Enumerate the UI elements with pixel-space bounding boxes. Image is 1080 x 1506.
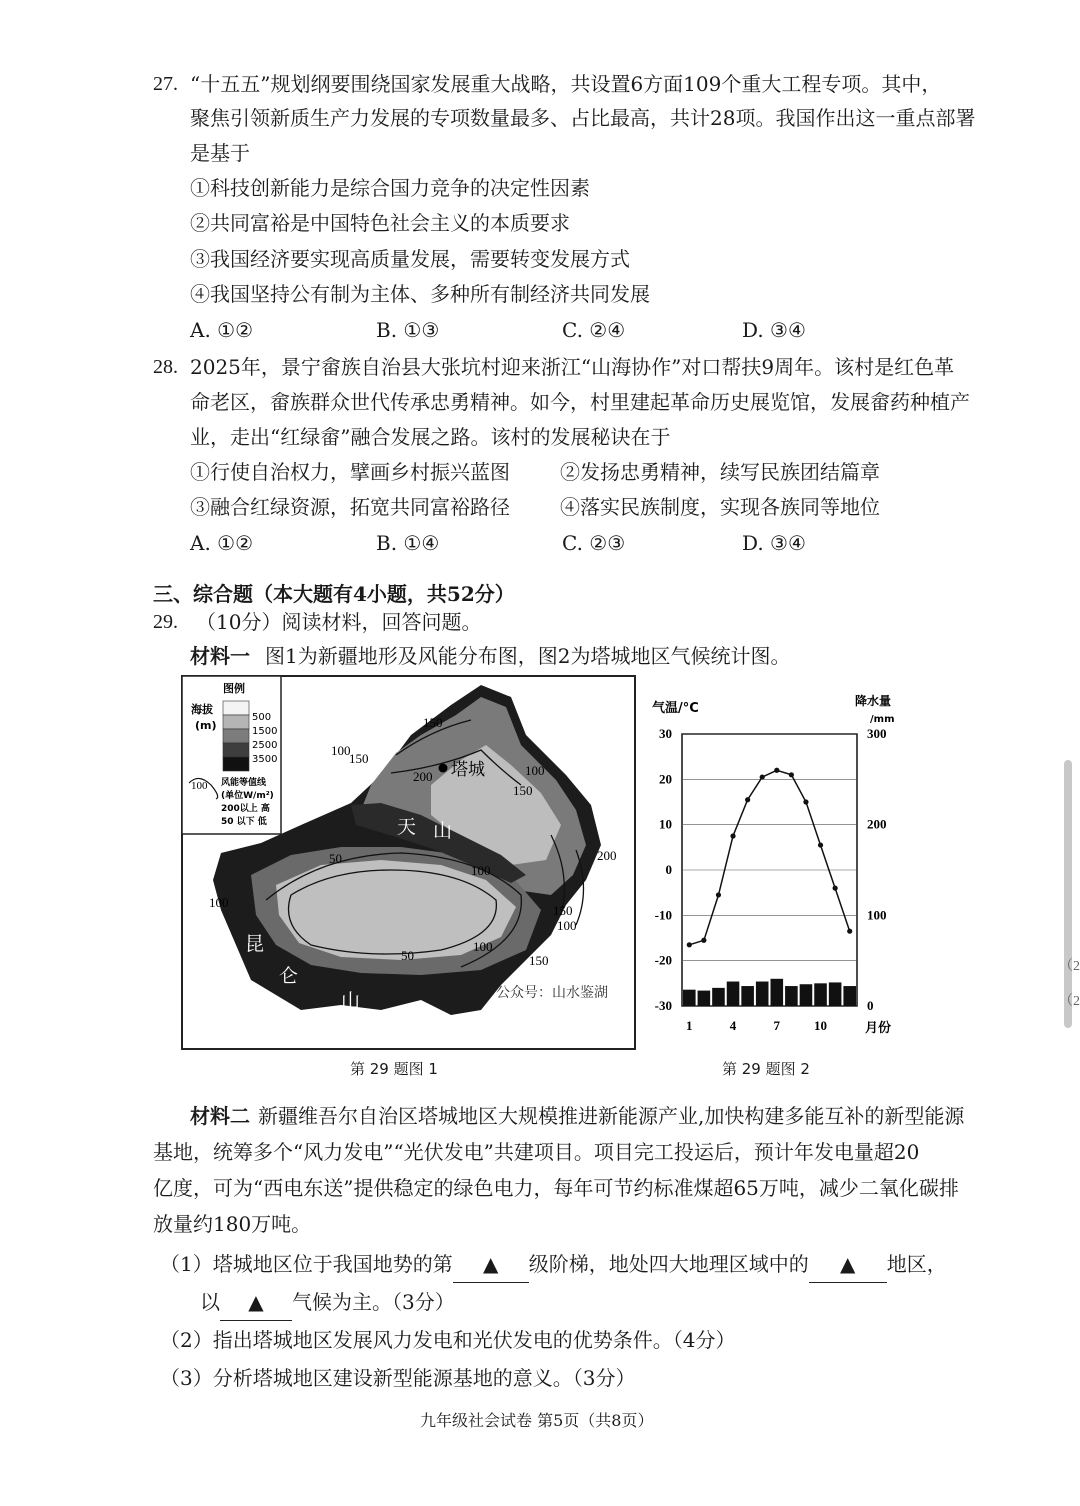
iso-label: 150 bbox=[553, 903, 573, 918]
kunlun-label-3: 山 bbox=[341, 990, 361, 1012]
legend-swatch-0 bbox=[223, 701, 249, 715]
temp-tick: 30 bbox=[659, 726, 672, 741]
q28-line2: 命老区，畲族群众世代传承忠勇精神。如今，村里建起革命历史展览馆，发展畲药种植产 bbox=[190, 390, 970, 414]
precip-bar bbox=[843, 986, 856, 1006]
precip-bar bbox=[771, 979, 784, 1006]
iso-label: 100 bbox=[209, 895, 229, 910]
q29-number: 29. bbox=[153, 611, 178, 633]
q28-choice-a: A. ①② bbox=[190, 531, 254, 555]
sub1-text-b: 级阶梯，地处四大地理区域中的 bbox=[528, 1252, 809, 1276]
temp-axis-label: 气温/°C bbox=[652, 701, 699, 716]
scrollbar[interactable] bbox=[1064, 760, 1072, 1028]
temperature-line bbox=[689, 770, 849, 945]
iso-label: 150 bbox=[513, 783, 533, 798]
q27-number: 27. bbox=[153, 73, 178, 95]
precip-bar bbox=[756, 982, 769, 1006]
temp-point bbox=[818, 842, 823, 847]
material2-line4: 放量约180万吨。 bbox=[153, 1212, 312, 1236]
precip-bar bbox=[683, 990, 696, 1006]
q27-option-3: ③我国经济要实现高质量发展，需要转变发展方式 bbox=[190, 247, 630, 271]
month-ticks bbox=[686, 1018, 827, 1033]
q28-line3: 业，走出“红绿畲”融合发展之路。该村的发展秘诀在于 bbox=[190, 425, 671, 449]
section3-title: 三、综合题（本大题有4小题，共52分） bbox=[153, 582, 515, 606]
fig2-caption: 第 29 题图 2 bbox=[722, 1060, 810, 1078]
temp-tick: -30 bbox=[654, 998, 672, 1013]
q27-choice-d: D. ③④ bbox=[742, 318, 806, 342]
material2-line3: 亿度，可为“西电东送”提供稳定的绿色电力，每年可节约标准煤超65万吨，减少二氧化碳排 bbox=[153, 1176, 959, 1200]
q27-line1: “十五五”规划纲要围绕国家发展重大战略，共设置6方面109个重大工程专项。其中， bbox=[190, 72, 942, 96]
iso-label: 100 bbox=[525, 763, 545, 778]
q27-line2: 聚焦引领新质生产力发展的专项数量最多、占比最高，共计28项。我国作出这一重点部署 bbox=[190, 106, 976, 130]
q28-number: 28. bbox=[153, 356, 178, 378]
legend-wind-value: 100 bbox=[191, 780, 208, 792]
temp-point bbox=[789, 772, 794, 777]
q28-choice-c: C. ②③ bbox=[562, 531, 626, 555]
material2-line1: 新疆维吾尔自治区塔城地区大规模推进新能源产业,加快构建多能互补的新型能源 bbox=[258, 1104, 965, 1128]
legend-high: 200以上 高 bbox=[221, 804, 270, 814]
q28-choice-d: D. ③④ bbox=[742, 531, 806, 555]
precip-tick: 0 bbox=[867, 998, 874, 1013]
blank-marker: ▲ bbox=[248, 1290, 264, 1314]
precip-tick: 100 bbox=[867, 907, 887, 923]
temp-tick: 20 bbox=[659, 771, 672, 787]
temp-point bbox=[847, 929, 852, 934]
q27-choice-b: B. ①③ bbox=[376, 318, 440, 342]
temp-point bbox=[803, 799, 808, 804]
precip-axis-unit: /mm bbox=[870, 714, 895, 725]
precip-bar bbox=[698, 991, 711, 1006]
temp-point bbox=[730, 833, 735, 838]
blank-marker: ▲ bbox=[840, 1252, 856, 1276]
tianshan-label-2: 山 bbox=[433, 820, 453, 842]
temp-point bbox=[833, 886, 838, 891]
q28-option-3: ③融合红绿资源，拓宽共同富裕路径 bbox=[190, 495, 510, 519]
precip-ticks bbox=[867, 726, 887, 1013]
kunlun-label-2: 仑 bbox=[279, 965, 299, 987]
legend-wind-unit: (单位W/m²) bbox=[221, 791, 274, 801]
month-tick: 7 bbox=[773, 1018, 781, 1033]
precip-tick: 200 bbox=[867, 816, 887, 832]
precip-bar bbox=[741, 986, 754, 1006]
tacheng-label: 塔城 bbox=[451, 760, 485, 780]
precip-axis-label: 降水量 bbox=[855, 694, 892, 708]
temp-point bbox=[701, 938, 706, 943]
sub1-text-c: 地区， bbox=[886, 1252, 947, 1276]
iso-label: 150 bbox=[349, 751, 369, 766]
temp-point bbox=[774, 768, 779, 773]
iso-label: 100 bbox=[557, 918, 577, 933]
sub-question-1 bbox=[160, 1246, 947, 1283]
precip-bar bbox=[814, 983, 827, 1006]
temp-ticks bbox=[655, 726, 672, 1013]
precip-bar bbox=[785, 986, 798, 1006]
temp-tick: -20 bbox=[654, 952, 672, 968]
legend-level: 1500 bbox=[252, 726, 278, 737]
legend-level: 500 bbox=[252, 712, 272, 723]
legend-title: 图例 bbox=[223, 682, 245, 695]
precip-bar bbox=[800, 984, 813, 1006]
q27-option-2: ②共同富裕是中国特色社会主义的本质要求 bbox=[190, 211, 570, 235]
month-tick: 10 bbox=[814, 1018, 828, 1033]
temp-tick: 0 bbox=[665, 862, 672, 877]
legend-elev-label: 海拔 bbox=[191, 703, 213, 716]
legend-swatch-3500 bbox=[223, 757, 249, 771]
material1-text: 图1为新疆地形及风能分布图，图2为塔城地区气候统计图。 bbox=[265, 644, 791, 668]
gridlines bbox=[682, 734, 857, 1006]
answer-blank-2[interactable] bbox=[809, 1246, 887, 1283]
temperature-points bbox=[687, 768, 853, 948]
iso-label: 100 bbox=[471, 863, 491, 878]
iso-label: 50 bbox=[329, 851, 342, 866]
sub-question-1-cont bbox=[200, 1284, 455, 1321]
precip-bar bbox=[829, 982, 842, 1006]
temp-point bbox=[745, 797, 750, 802]
x-axis-label: 月份 bbox=[865, 1021, 892, 1036]
iso-label: 150 bbox=[423, 715, 443, 730]
month-tick: 1 bbox=[686, 1018, 693, 1033]
q27-line3: 是基于 bbox=[190, 141, 250, 165]
legend-elev-unit: (m) bbox=[195, 719, 217, 732]
iso-label: 150 bbox=[529, 953, 549, 968]
temp-point bbox=[716, 892, 721, 897]
iso-label: 100 bbox=[473, 939, 493, 954]
q28-choice-b: B. ①④ bbox=[376, 531, 440, 555]
precip-bar bbox=[727, 982, 740, 1006]
fig1-caption: 第 29 题图 1 bbox=[350, 1060, 438, 1078]
precip-tick: 300 bbox=[867, 726, 887, 741]
q28-option-1: ①行使自治权力，擘画乡村振兴蓝图 bbox=[190, 460, 510, 484]
legend-wind-label: 风能等值线 bbox=[221, 778, 267, 788]
material2-label: 材料二 bbox=[190, 1104, 250, 1128]
kunlun-label-1: 昆 bbox=[245, 933, 265, 955]
climate-chart bbox=[640, 680, 910, 1040]
blank-marker: ▲ bbox=[483, 1252, 499, 1276]
q27-choice-c: C. ②④ bbox=[562, 318, 626, 342]
temp-tick: 10 bbox=[659, 816, 672, 832]
legend-level: 3500 bbox=[252, 754, 278, 765]
legend-level: 2500 bbox=[252, 740, 278, 751]
q27-choice-a: A. ①② bbox=[190, 318, 254, 342]
page-footer: 九年级社会试卷 第5页（共8页） bbox=[420, 1411, 654, 1430]
precip-bar bbox=[712, 988, 725, 1006]
q28-option-4: ④落实民族制度，实现各族同等地位 bbox=[560, 495, 880, 519]
answer-blank-1[interactable] bbox=[453, 1246, 529, 1283]
legend-swatch-2500 bbox=[223, 743, 249, 757]
iso-label: 200 bbox=[413, 769, 433, 784]
sub-question-3: （3）分析塔城地区建设新型能源基地的意义。（3分） bbox=[160, 1366, 636, 1390]
q27-option-4: ④我国坚持公有制为主体、多种所有制经济共同发展 bbox=[190, 282, 650, 306]
edge-mark: （2 bbox=[1059, 959, 1080, 974]
temp-point bbox=[760, 774, 765, 779]
q28-option-2: ②发扬忠勇精神，续写民族团结篇章 bbox=[560, 460, 880, 484]
legend-low: 50 以下 低 bbox=[221, 817, 267, 827]
material1-label: 材料一 bbox=[190, 644, 250, 668]
precip-bars bbox=[683, 979, 856, 1006]
temp-tick: -10 bbox=[654, 907, 672, 923]
q29-intro: （10分）阅读材料，回答问题。 bbox=[196, 610, 482, 634]
iso-label: 50 bbox=[401, 948, 414, 963]
sub1-text-e: 气候为主。（3分） bbox=[292, 1290, 455, 1314]
iso-label: 200 bbox=[597, 848, 617, 863]
material2-line2: 基地，统筹多个“风力发电”“光伏发电”共建项目。项目完工投运后，预计年发电量超20 bbox=[153, 1140, 920, 1164]
q27-option-1: ①科技创新能力是综合国力竞争的决定性因素 bbox=[190, 176, 590, 200]
sub-question-2: （2）指出塔城地区发展风力发电和光伏发电的优势条件。（4分） bbox=[160, 1328, 736, 1352]
edge-mark: （2 bbox=[1059, 994, 1080, 1009]
q28-line1: 2025年，景宁畲族自治县大张坑村迎来浙江“山海协作”对口帮扶9周年。该村是红色革 bbox=[190, 355, 955, 379]
iso-label: 100 bbox=[331, 743, 351, 758]
month-tick: 4 bbox=[729, 1018, 737, 1033]
tianshan-label-1: 天 bbox=[397, 816, 417, 838]
xinjiang-map-figure bbox=[181, 675, 636, 1050]
sub1-text-a: （1）塔城地区位于我国地势的第 bbox=[160, 1252, 453, 1276]
legend-swatch-1500 bbox=[223, 729, 249, 743]
legend-swatch-500 bbox=[223, 715, 249, 729]
temp-point bbox=[687, 942, 692, 947]
sub1-text-d: 以 bbox=[200, 1290, 220, 1314]
tacheng-city-dot bbox=[439, 764, 448, 773]
answer-blank-3[interactable] bbox=[220, 1284, 292, 1321]
map-watermark: 公众号：山水鉴湖 bbox=[496, 985, 608, 1001]
